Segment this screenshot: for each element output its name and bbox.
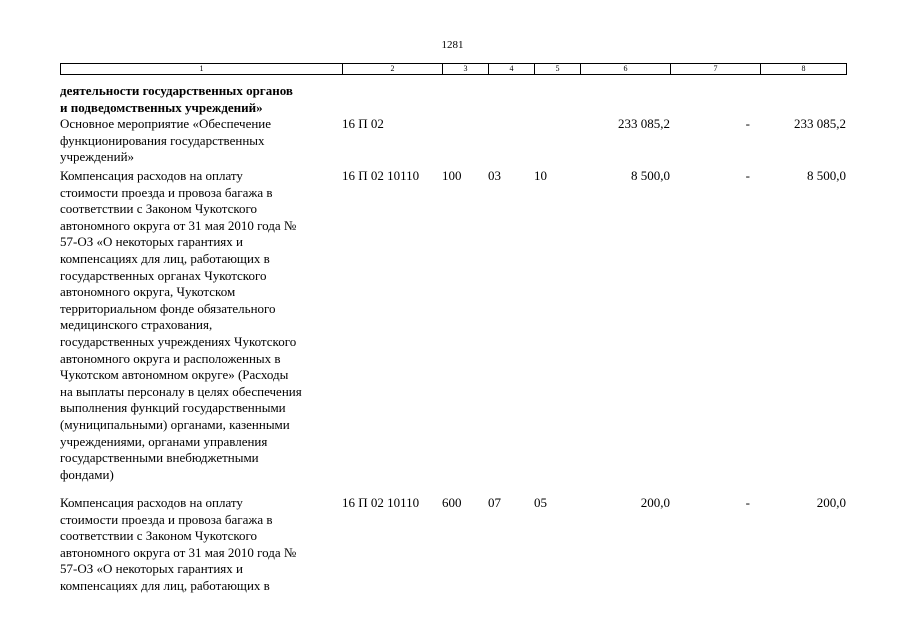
description-line: деятельности государственных органов — [60, 83, 293, 98]
amount-cell: 8 500,0 — [631, 168, 670, 183]
amount-cell: 233 085,2 — [618, 116, 670, 131]
total-cell: 233 085,2 — [794, 116, 846, 131]
description-line: учреждений» — [60, 149, 135, 165]
change-cell: - — [745, 495, 750, 510]
description-cell — [60, 495, 342, 595]
total-cell: 8 500,0 — [807, 168, 846, 183]
description-line: соответствии с Законом Чукотского — [60, 201, 258, 217]
description-line: и подведомственных учреждений» — [60, 99, 263, 115]
code-cell: 16 П 02 — [342, 116, 384, 131]
description-line: (муниципальными) органами, казенными — [60, 416, 290, 432]
code-cell: 16 П 02 10110 — [342, 168, 420, 183]
description-line: стоимости проезда и провоза багажа в — [60, 511, 273, 527]
header-col-5: 5 — [535, 64, 581, 75]
description-line: Компенсация расходов на оплату — [60, 495, 243, 510]
header-col-4: 4 — [489, 64, 535, 75]
description-cell — [60, 168, 342, 483]
description-line: автономного округа от 31 мая 2010 года № — [60, 217, 297, 233]
description-line: выполнения функций государственными — [60, 400, 286, 416]
description-line: соответствии с Законом Чукотского — [60, 528, 258, 544]
header-col-1: 1 — [61, 64, 343, 75]
description-line: Компенсация расходов на оплату — [60, 168, 243, 183]
description-line: Чукотском автономном округе» (Расходы — [60, 367, 289, 383]
page-number: 1281 — [441, 39, 464, 51]
section-cell: 03 — [488, 168, 501, 183]
amount-cell: 200,0 — [640, 495, 670, 510]
code-cell: 16 П 02 10110 — [342, 495, 420, 510]
description-cell — [60, 116, 342, 166]
description-line: территориальном фондe обязательного — [60, 300, 276, 316]
description-line: Основное мероприятие «Обеспечение — [60, 116, 272, 131]
description-line: функционирования государственных — [60, 132, 265, 148]
header-col-2: 2 — [343, 64, 443, 75]
description-line: фондами) — [60, 466, 114, 482]
description-line: государственных органах Чукотского — [60, 267, 267, 283]
description-line: стоимости проезда и провоза багажа в — [60, 184, 273, 200]
description-line: государственных учреждениях Чукотского — [60, 333, 297, 349]
header-col-7: 7 — [671, 64, 761, 75]
description-line: 57-ОЗ «О некоторых гарантиях и — [60, 234, 243, 250]
header-col-6: 6 — [581, 64, 671, 75]
description-line: государственными внебюджетными — [60, 450, 259, 466]
description-line: медицинского страхования, — [60, 317, 213, 333]
subsection-cell: 05 — [534, 495, 547, 510]
description-line: автономного округа от 31 мая 2010 года № — [60, 544, 297, 560]
description-line: учреждениями, органами управления — [60, 433, 268, 449]
subsection-cell: 10 — [534, 168, 547, 183]
header-col-3: 3 — [443, 64, 489, 75]
header-col-8: 8 — [761, 64, 847, 75]
change-cell: - — [745, 116, 750, 131]
description-line: компенсациях для лиц, работающих в — [60, 250, 270, 266]
column-number-header — [60, 63, 847, 75]
description-line: 57-ОЗ «О некоторых гарантиях и — [60, 561, 243, 577]
expense-type-cell: 100 — [442, 168, 462, 183]
total-cell: 200,0 — [816, 495, 846, 510]
description-line: компенсациях для лиц, работающих в — [60, 577, 270, 593]
description-line: автономного округа и расположенных в — [60, 350, 281, 366]
description-line: автономного округа, Чукотском — [60, 284, 236, 300]
section-cell: 07 — [488, 495, 501, 510]
change-cell: - — [745, 168, 750, 183]
expense-type-cell: 600 — [442, 495, 462, 510]
description-line: на выплаты персоналу в целях обеспечения — [60, 383, 302, 399]
description-cell — [60, 83, 342, 116]
